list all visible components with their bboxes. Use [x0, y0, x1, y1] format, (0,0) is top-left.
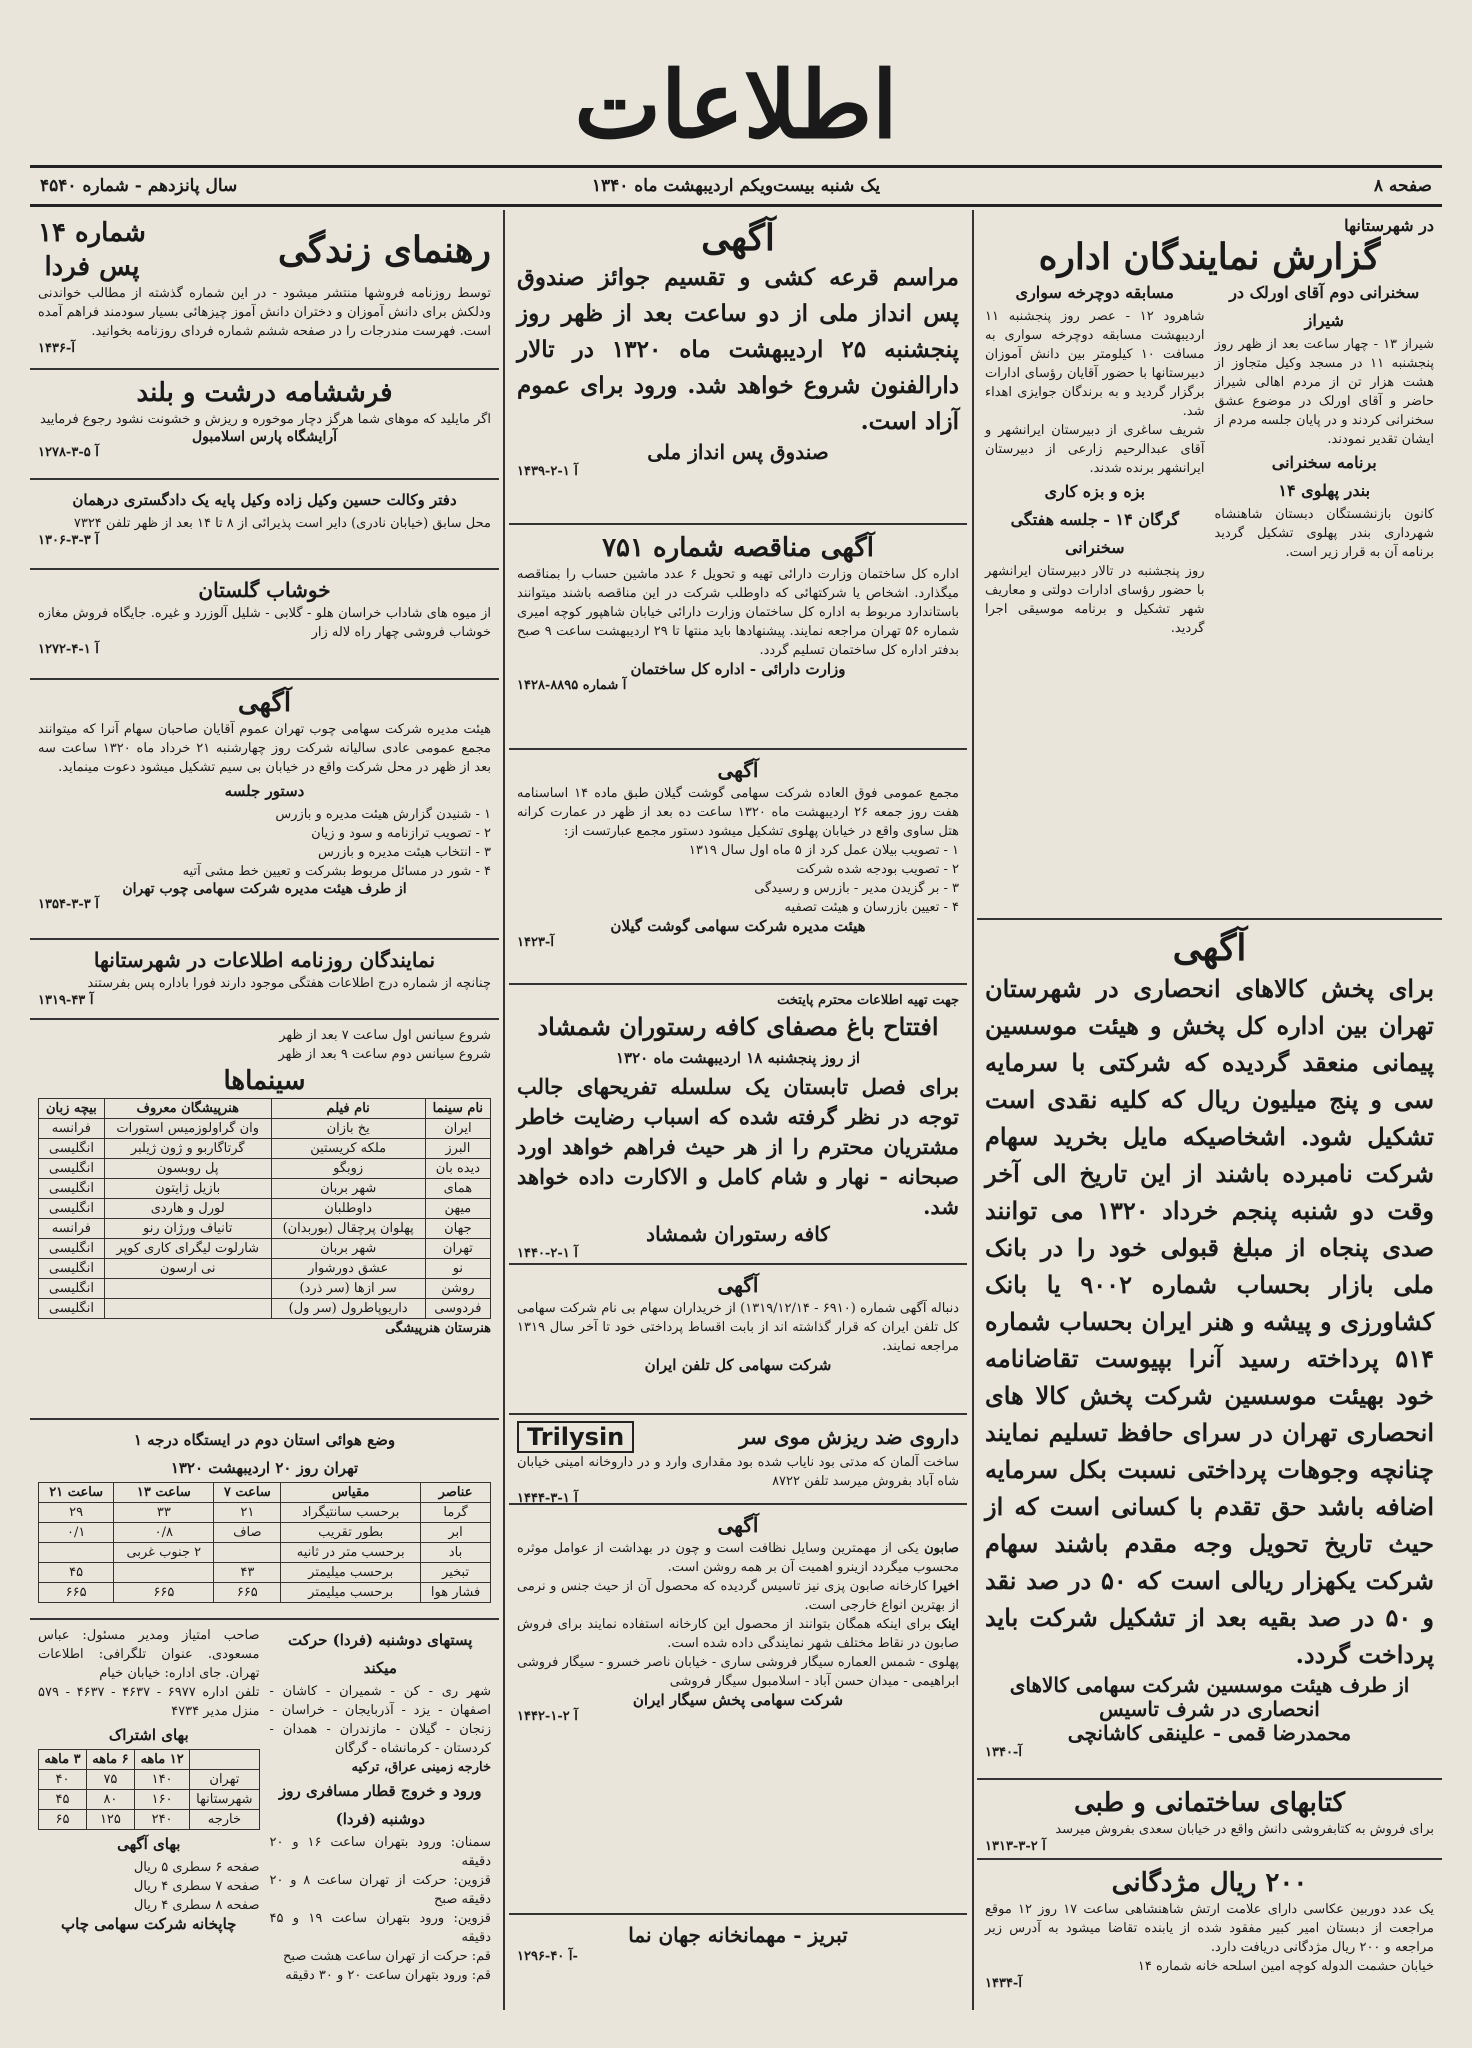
train-row: سمنان: ورود بتهران ساعت ۱۶ و ۲۰ دقیقه [269, 1835, 491, 1869]
cinema-row [39, 1259, 491, 1279]
ad-heading: آگهی [717, 758, 759, 782]
ad-signature: از طرف هیئت موسسین شرکت سهامی کالاهای انحصاری در شرف تاسیس [1009, 1673, 1410, 1721]
subscription-table-body [39, 1770, 260, 1830]
table-cell: سر ازها (سر ذرد) [271, 1279, 425, 1299]
ad-heading: آگهی [717, 1273, 759, 1297]
masthead: اطلاعات [574, 51, 898, 159]
printer: چاپخانه شرکت سهامی چاپ [61, 1915, 237, 1933]
middle-column [509, 210, 967, 2010]
column-divider [503, 210, 505, 2010]
table-cell: ۰/۱ [39, 1523, 114, 1543]
reps-code: ۱۳۱۹-آ ۴۳ [38, 993, 94, 1008]
meat-company-ad [509, 750, 967, 985]
lawyer-text: محل سابق (خیابان نادری) دایر است پذیرائی از ۸ تا ۱۴ بعد از ظهر تلفن ۷۳۲۴ [73, 516, 491, 531]
ad-text: مجمع عمومی فوق العاده شرکت سهامی گوشت گیلان طبق ماده ۱۴ اساسنامه هفت روز جمعه ۲۶ اردیبهشت ماه ۱۳۲۰ ساعت ده بعد از ظهر در عمارت کرانه هتل ساوی واقع در خیابان پهلوی تشکیل میشود دستور مجمع عبارتست از: [517, 786, 959, 839]
lawyer-ad [30, 480, 499, 570]
ad-code: ۱۳۴۰-آ [985, 1745, 1022, 1760]
ad-rate-heading: بهای آگهی [117, 1835, 181, 1853]
table-cell: نی ارسون [104, 1259, 271, 1279]
khoshab-ad [30, 570, 499, 680]
reward-address: خیابان حشمت الدوله کوچه امین اسلحه خانه شماره ۱۴ [1137, 1959, 1434, 1974]
subscription-row [39, 1770, 260, 1790]
books-heading: کتابهای ساختمانی و طبی [1073, 1788, 1346, 1818]
table-cell: صاف [214, 1523, 281, 1543]
akhira-text: کارخانه صابون پزی نیز تاسیس گردیده که محصول آن از حیث جنس و نرمی از بهترین انواع خارجی است. [517, 1579, 959, 1613]
weather-row [39, 1523, 491, 1543]
ad-code: ۱۴۲۳-آ [517, 935, 554, 950]
table-cell: برحسب سانتیگراد [281, 1503, 421, 1523]
column-header: ۱۲ ماهه [134, 1750, 189, 1770]
table-cell: البرز [425, 1139, 490, 1159]
subscription-heading: بهای اشتراک [108, 1726, 189, 1744]
post-foreign: خارجه زمینی عراق، ترکیه [351, 1760, 491, 1775]
cinema-row [39, 1279, 491, 1299]
column-header: ساعت ۱۳ [114, 1483, 214, 1503]
reports-section [977, 210, 1442, 920]
table-cell: برحسب میلیمتر [281, 1583, 421, 1603]
lawyer-heading: دفتر وکالت حسین وکیل زاده وکیل پایه یک دادگستری درهمان [72, 491, 457, 509]
ad-text: دنباله آگهی شماره (۶۹۱۰ - ۱۳۱۹/۱۲/۱۴) از خریداران سهام بی نام شرکت سهامی کل تلفن ایران که قرار گذاشته اند از بابت اقساط پرداختی خود تا آخر سال ۱۳۱۹ مراجعه نمایند. [517, 1301, 959, 1354]
telephone-ad [509, 1265, 967, 1415]
table-cell: ۶۶۵ [114, 1583, 214, 1603]
cinema-table [38, 1098, 491, 1319]
cinema-row [39, 1159, 491, 1179]
cycle-text: شاهرود ۱۲ - عصر روز پنجشنبه ۱۱ اردیبهشت مسابقه دوچرخه سواری به مسافت ۱۰ کیلومتر بین دانش آموزان دبیرستانها با حضور آقایان رؤسای ادارات برگزار گردید و به برندگان جوایزی اهداء شد. [985, 309, 1205, 419]
column-header: نام سینما [425, 1099, 490, 1119]
shiraz-text: شیراز ۱۳ - چهار ساعت بعد از ظهر روز پنجشنبه ۱۱ در مسجد وکیل متجاوز از هشت هزار تن از مردم اهالی شیراز حاضر و آقای اورلک در موضوع عشق سخنرانی کردند و در پایان جلسه مردم از ایشان تقدیر نمودند. [1214, 337, 1434, 447]
guide-text: توسط روزنامه فروشها منتشر میشود - در این شماره گذشته از مطالب خواندنی ودلکش برای دانش آموزان و دختران دانش آموز چیزهائی بسیار سودمند فراهم آمده است. فهرست مندرجات را در صفحه ششم شماره فردای روزنامه بخوانید. [38, 286, 491, 339]
agenda-item: ۳ - انتخاب هیئت مدیره و بازرس [317, 845, 491, 860]
guide-heading: رهنمای زندگی [277, 229, 491, 271]
table-cell: ۴۰ [39, 1770, 87, 1790]
gorgan-heading: گرگان ۱۴ - جلسه هفتگی سخنرانی [1010, 510, 1179, 557]
ad-signature: از طرف هیئت مدیره شرکت سهامی چوب تهران [122, 881, 407, 897]
table-cell: گرما [421, 1503, 491, 1523]
hair-heading: فرششامه درشت و بلند [136, 378, 393, 408]
teacher-text: شریف ساغری از دبیرستان ایرانشهر و آقای عبدالرحیم زارعی از دبیرستان ایرانشهر برنده شدند. [985, 423, 1205, 476]
weather-row [39, 1503, 491, 1523]
subscription-table [38, 1749, 260, 1830]
wood-company-ad [30, 680, 499, 940]
bandar-heading: بندر پهلوی ۱۴ [1278, 481, 1371, 500]
cafe-code: ۱۴۴۰-آ ۱-۲ [517, 1246, 578, 1261]
table-cell: جهان [425, 1219, 490, 1239]
table-cell: میهن [425, 1199, 490, 1219]
issue-number: سال پانزدهم - شماره ۴۵۴۰ [40, 176, 238, 196]
table-cell: ۴۳ [214, 1563, 281, 1583]
trilysin-text: ساخت آلمان که مدتی بود نایاب شده بود مقداری وارد و در داروخانه امینی خیابان شاه آباد بفروش میرسد تلفن ۸۷۲۲ [517, 1455, 959, 1489]
cafe-ad [509, 985, 967, 1265]
cinema-time: شروع سیانس دوم ساعت ۹ بعد از ظهر [278, 1047, 491, 1062]
table-cell: ۴۵ [39, 1563, 114, 1583]
weather-table [38, 1482, 491, 1603]
agenda-item: ۴ - شور در مسائل مربوط بشرکت و تعیین خط مشی آتیه [182, 864, 491, 879]
trilysin-code: ۱۴۴۴-آ ۱-۳ [517, 1491, 578, 1505]
table-cell: انگلیسی [39, 1159, 105, 1179]
train-row: قزوین: ورود بتهران ساعت ۱۹ و ۴۵ دقیقه [269, 1911, 492, 1945]
column-header: نام فیلم [271, 1099, 425, 1119]
issue-date: یک شنبه بیست‌ویکم اردیبهشت ماه ۱۳۴۰ [591, 176, 881, 196]
tender-signature: وزارت دارائی - اداره کل ساختمان [630, 660, 846, 678]
subscription-row [39, 1790, 260, 1810]
cafe-subheading: از روز پنجشنبه ۱۸ اردیبهشت ماه ۱۳۲۰ [616, 1049, 860, 1067]
reps-heading: نمایندگان روزنامه اطلاعات در شهرستانها [93, 948, 436, 972]
column-header: ساعت ۷ [214, 1483, 281, 1503]
page-number: صفحه ۸ [1373, 176, 1432, 196]
ad-signature: شرکت سهامی پخش سیگار ایران [632, 1691, 844, 1709]
cinema-row [39, 1199, 491, 1219]
column-header: عناصر [421, 1483, 491, 1503]
soap-text: یکی از مهمترین وسایل نظافت است و چون در بهداشت از عوامل موثره محسوب میگردد ازینرو اهمیت آن بر همه روشن است. [517, 1541, 959, 1575]
table-cell: پهلوان پرچقال (بوربدان) [271, 1219, 425, 1239]
table-cell: شهر بربان [271, 1239, 425, 1259]
reward-code: ۱۴۳۴-آ [985, 1976, 1022, 1991]
table-cell: انگلیسی [39, 1139, 105, 1159]
ad-heading: آگهی [237, 688, 292, 718]
table-cell: تبخیر [421, 1563, 491, 1583]
akhira-label: اخیرا [932, 1579, 959, 1594]
table-cell: نو [425, 1259, 490, 1279]
column-header: بیچه زبان [39, 1099, 105, 1119]
table-cell [104, 1279, 271, 1299]
tender-text: اداره کل ساختمان وزارت دارائی تهیه و تحویل ۶ عدد ماشین حساب را بمناقصه میگذارد. اشخاص یا شرکتهائی که داوطلب شرکت در این مناقصه باشند میتوانند باستاندارد مربوط به اداره کل ساختمان وزارت دارائی خیابان شاهپور کوچه امیری شماره ۵۶ تهران مراجعه نمایند. پیشنهادها باید منتها تا ۲۹ اردیبهشت ساعت ۹ صبح بدفتر اداره کل ساختمان تسلیم گردد. [517, 567, 959, 658]
post-text: شهر ری - کن - شمیران - کاشان - اصفهان - یزد - آذربایجان - خراسان - زنجان - گیلان - مازندران - همدان - کردستان - کرمانشاه - گرگان [269, 1684, 491, 1756]
ad-signature: صندوق پس انداز ملی [647, 440, 829, 464]
cinema-note: هنرستان هنرپیشگی [385, 1321, 491, 1336]
khoshab-text: از میوه های شاداب خراسان هلو - گلابی - شلیل آلوزرد و غیره. جایگاه فروش مغازه خوشاب فروشی چهار راه لاله زار [38, 606, 491, 640]
ad-rate: صفحه ۸ سطری ۴ ریال [133, 1898, 260, 1913]
agenda-item: ۱ - تصویب بیلان عمل کرد از ۵ ماه اول سال ۱۳۱۹ [688, 843, 959, 858]
books-code: ۱۳۱۳-آ ۲-۳ [985, 1839, 1046, 1854]
table-cell: ۴۵ [39, 1790, 87, 1810]
column-header: ۳ ماهه [39, 1750, 87, 1770]
right-column [977, 210, 1442, 2010]
table-cell: انگلیسی [39, 1199, 105, 1219]
agenda-item: ۳ - بر گزیدن مدیر - بازرس و رسیدگی [754, 881, 959, 896]
cinema-table-body [39, 1119, 491, 1319]
hair-code: ۱۲۷۸-آ ۵-۳ [38, 445, 99, 460]
agenda-item: ۱ - شنیدن گزارش هیئت مدیره و بازرس [275, 807, 491, 822]
train-row: قزوین: حرکت از تهران ساعت ۸ و ۲۰ دقیقه صبح [269, 1873, 492, 1907]
table-cell: شهرستانها [190, 1790, 259, 1810]
gorgan-text: روز پنجشنبه در تالار دبیرستان ایرانشهر با حضور رؤسای ادارات دولتی و معاریف شهر تشکیل و برنامه موسیقی اجرا گردید. [985, 564, 1205, 636]
table-cell: فشار هوا [421, 1583, 491, 1603]
cycle-heading: مسابقه دوچرخه سواری [1015, 283, 1174, 302]
shops-list: پهلوی - شمس العماره سیگار فروشی ساری - خیابان ناصر خسرو - سیگار فروشی ابراهیمی - میدان حسن آباد - اسلامبول سیگار فروشی [517, 1655, 959, 1689]
column-header: مقیاس [281, 1483, 421, 1503]
table-cell: عشق دورشوار [271, 1259, 425, 1279]
ad-rate: صفحه ۷ سطری ۴ ریال [133, 1879, 260, 1894]
hair-text: اگر مایلید که موهای شما هرگز دچار موخوره و ریزش و خشونت نشود رجوع فرمایید [39, 412, 491, 427]
table-cell: خارجه [190, 1810, 259, 1830]
table-cell: لورل و هاردی [104, 1199, 271, 1219]
ad-heading: آگهی [1172, 927, 1247, 969]
table-cell: ۰/۸ [114, 1523, 214, 1543]
khoshab-code: ۱۲۷۲-آ ۱-۴ [38, 642, 99, 657]
ad-signature: شرکت سهامی کل تلفن ایران [644, 1356, 832, 1374]
dateline [30, 165, 1442, 207]
table-cell: برحسب متر در ثانیه [281, 1543, 421, 1563]
post-heading: پستهای دوشنبه (فردا) حرکت میکند [288, 1631, 473, 1677]
agenda-heading: دستور جلسه [224, 782, 305, 800]
table-cell: پل روبسون [104, 1159, 271, 1179]
table-cell: وان گراولوزمیس استورات [104, 1119, 271, 1139]
ad-heading: آگهی [701, 217, 775, 259]
agenda-item: ۲ - تصویب ترازنامه و سود و زیان [311, 826, 491, 841]
reps-text: چنانچه از شماره درج اطلاعات هفتگی موجود دارند فورا باداره پس بفرستند [87, 976, 491, 991]
inak-label: اینک [936, 1617, 959, 1632]
column-header: ۶ ماهه [86, 1750, 134, 1770]
reward-heading: ۲۰۰ ریال مژدگانی [1111, 1868, 1308, 1898]
table-cell: بازیل ژایتون [104, 1179, 271, 1199]
table-cell: ۱۶۰ [134, 1790, 189, 1810]
guide-subheading: پس فردا [44, 252, 140, 282]
books-ad [977, 1780, 1442, 1860]
shiraz-heading: سخنرانی دوم آقای اورلک در شیراز [1229, 283, 1420, 330]
table-cell: برحسب میلیمتر [281, 1563, 421, 1583]
cinema-row [39, 1219, 491, 1239]
table-cell: ۲۹ [39, 1503, 114, 1523]
bazzi-heading: بزه و بزه کاری [1044, 482, 1145, 501]
weather-heading: وضع هوائی استان دوم در ایستگاه درجه ۱ [133, 1431, 396, 1449]
table-cell: ۱۲۵ [86, 1810, 134, 1830]
table-cell: انگلیسی [39, 1179, 105, 1199]
table-cell: ۲۱ [214, 1503, 281, 1523]
ad-code: ۱۴۴۲-آ ۲-۱ [517, 1709, 578, 1724]
program-heading: برنامه سخنرانی [1271, 453, 1377, 472]
weather-row [39, 1563, 491, 1583]
table-cell: بطور تقریب [281, 1523, 421, 1543]
bandar-text: کانون بازنشستگان دبستان شاهنشاه شهرداری بندر پهلوی تشکیل گردید برنامه آن به قرار زیر است. [1214, 507, 1434, 560]
table-cell: ۲۴۰ [134, 1810, 189, 1830]
soap-label: صابون [924, 1541, 959, 1556]
table-cell [114, 1563, 214, 1583]
cinema-row [39, 1299, 491, 1319]
soap-ad [509, 1505, 967, 1915]
guide-ad [30, 210, 499, 370]
table-cell: انگلیسی [39, 1279, 105, 1299]
table-cell [104, 1299, 271, 1319]
table-cell: تهران [425, 1239, 490, 1259]
table-cell: ۶۵ [39, 1810, 87, 1830]
table-cell: گرتاگاربو و ژون ژیلبر [104, 1139, 271, 1159]
cinema-row [39, 1119, 491, 1139]
tabriz-ad [509, 1915, 967, 1995]
table-cell: انگلیسی [39, 1239, 105, 1259]
column-header: ساعت ۲۱ [39, 1483, 114, 1503]
subscription-row [39, 1810, 260, 1830]
table-cell: ابر [421, 1523, 491, 1543]
owner-text: صاحب امتیاز ومدیر مسئول: عباس مسعودی. عنوان تلگرافی: اطلاعات تهران. جای اداره: خیابان خیام [38, 1628, 260, 1681]
phone-text: تلفن اداره ۶۹۷۷ - ۴۶۳۷ - ۴۶۳۷ - ۵۷۹ منزل مدیر ۴۷۳۴ [38, 1685, 260, 1719]
table-cell: ایران [425, 1119, 490, 1139]
cafe-heading: افتتاح باغ مصفای کافه رستوران شمشاد [537, 1012, 939, 1041]
column-divider [972, 210, 974, 2010]
weather-row [39, 1583, 491, 1603]
ad-heading: آگهی [717, 1513, 759, 1537]
table-cell: داریوپاطرول (سر ول) [271, 1299, 425, 1319]
ad-code: ۱۳۵۴-آ ۳-۳ [38, 897, 99, 912]
table-cell: تانیاف ورژان رنو [104, 1219, 271, 1239]
reward-ad [977, 1860, 1442, 2010]
tender-ad [509, 525, 967, 750]
table-cell: ۳۳ [114, 1503, 214, 1523]
cinema-row [39, 1179, 491, 1199]
table-cell: ۶۶۵ [39, 1583, 114, 1603]
column-header: هنرپیشگان معروف [104, 1099, 271, 1119]
table-cell: فردوسی [425, 1299, 490, 1319]
table-cell: ۶۶۵ [214, 1583, 281, 1603]
newspaper-page [30, 30, 1442, 2020]
table-cell: انگلیسی [39, 1259, 105, 1279]
tender-code: ۱۴۲۸-آ شماره ۸۸۹۵ [517, 678, 627, 693]
hair-shop: آرایشگاه پارس اسلامبول [191, 429, 338, 445]
cafe-signature: کافه رستوران شمشاد [646, 1222, 830, 1246]
train-row: قم: حرکت از تهران ساعت هشت صبح [283, 1949, 491, 1964]
hair-ad [30, 370, 499, 480]
table-cell: داوطلبان [271, 1199, 425, 1219]
khoshab-heading: خوشاب گلستان [198, 578, 331, 602]
trilysin-logo: Trilysin [517, 1421, 634, 1453]
weather-row [39, 1543, 491, 1563]
ad-names: محمدرضا قمی - علینقی کاشانچی [1067, 1721, 1352, 1745]
table-cell: انگلیسی [39, 1299, 105, 1319]
column-header [190, 1750, 259, 1770]
reps-notice [30, 940, 499, 1020]
ad-rate: صفحه ۶ سطری ۵ ریال [133, 1860, 260, 1875]
savings-ad [509, 210, 967, 525]
trilysin-ad [509, 1415, 967, 1505]
table-cell: ملکه کریستین [271, 1139, 425, 1159]
monopoly-ad [977, 920, 1442, 1780]
table-cell [214, 1543, 281, 1563]
agenda-item: ۲ - تصویب بودجه شده شرکت [796, 862, 959, 877]
table-cell: شهر بربان [271, 1179, 425, 1199]
table-cell: ۱۴۰ [134, 1770, 189, 1790]
table-cell: فرانسه [39, 1219, 105, 1239]
cinema-heading: سینماها [223, 1066, 306, 1096]
train-heading: ورود و خروج قطار مسافری روز دوشنبه (فردا) [279, 1782, 482, 1828]
table-cell: ۷۵ [86, 1770, 134, 1790]
books-text: برای فروش به کتابفروشی دانش واقع در خیابان سعدی بفروش میرسد [1055, 1822, 1434, 1837]
guide-number: شماره ۱۴ [38, 218, 146, 248]
agenda-item: ۴ - تعیین بازرسان و هیئت تصفیه [784, 900, 959, 915]
ad-signature: هیئت مدیره شرکت سهامی گوشت گیلان [610, 917, 866, 935]
cafe-top: جهت تهیه اطلاعات محترم پایتخت [777, 993, 959, 1008]
lawyer-code: ۱۳۰۶-آ ۳-۳ [38, 533, 99, 548]
cinema-row [39, 1239, 491, 1259]
inak-text: برای اینکه همگان بتوانند از محصول این کارخانه استفاده نمایند برای فروش صابون در نقاط مختلف شهر نمایندگی داده شده است. [517, 1617, 959, 1651]
ad-text: برای پخش کالاهای انحصاری در شهرستان تهران بین اداره کل پخش و هیئت موسسین پیمانی منعقد گردیده که شرکتی با سرمایه سی و پنج میلیون ریال که کلیه نقدی است تشکیل شود. اشخاصیکه مایل بخرید سهام شرکت نامبرده باشند از این تاریخ الی آخر وقت دو شنبه پنجم خرداد ۱۳۲۰ می توانند صدی پنجاه از مبلغ قبولی خود را در بانک ملی بازار بحساب شماره ۹۰۰۲ یا بانک کشاورزی و پیشه و هنر ایران بحساب شماره ۵۱۴ پرداخته رسید آنرا بپیوست تقاضانامه خود بهیئت موسسین شرکت پخش کالا های انحصاری تهران در سرای حافظ تسلیم نمایند چنانچه وجوهات پرداختی نسبت بکل سرمایه اضافه باشد حق تقدم با کسانی است که از حیث تاریخ تحویل وجه مقدم باشند سهام شرکت یکهزار ریالی است که ۵۰ در صد نقد و ۵۰ در صد بقیه بعد از تشکیل شرکت باید پرداخت گردد. [985, 974, 1435, 1669]
table-cell: دیده بان [425, 1159, 490, 1179]
weather-table-body [39, 1503, 491, 1603]
tender-heading: آگهی مناقصه شماره ۷۵۱ [602, 533, 874, 563]
cinema-time: شروع سیانس اول ساعت ۷ بعد از ظهر [279, 1028, 491, 1043]
section-label: در شهرستانها [1344, 216, 1434, 235]
table-cell: فرانسه [39, 1119, 105, 1139]
weather-section [30, 1420, 499, 1620]
table-cell: همای [425, 1179, 490, 1199]
cafe-text: برای فصل تابستان یک سلسله تفریحهای جالب توجه در نظر گرفته شده که اسباب رضایت خاطر مشتریان محترم را از هر حیث فراهم خواهد اورد صبحانه - نهار و شام کامل و الاکارت داده خواهد شد. [517, 1074, 959, 1219]
table-cell: زوبگو [271, 1159, 425, 1179]
table-cell: شارلوت لیگرای کاری کوپر [104, 1239, 271, 1259]
table-cell: یخ بازان [271, 1119, 425, 1139]
table-cell: ۲ جنوب غربی [114, 1543, 214, 1563]
left-column [30, 210, 499, 2010]
cinema-section [30, 1020, 499, 1420]
tabriz-text: تبریز - مهمانخانه جهان نما [628, 1923, 848, 1947]
ad-text: هیئت مدیره شرکت سهامی چوب تهران عموم آقایان صاحبان سهام آنرا که میتوانند مجمع عمومی عادی سالیانه شرکت روز چهارشنبه ۲۱ خرداد ماه ۱۳۲۰ ساعت سه بعد از ظهر در محل شرکت واقع در خیابان بی سیم تشکیل میشود دعوت مینماید. [38, 722, 491, 775]
ad-code: ۱۴۳۹-آ ۱-۲ [517, 464, 578, 479]
reports-title: گزارش نمایندگان اداره [1038, 236, 1381, 278]
table-cell [39, 1543, 114, 1563]
weather-subheading: تهران روز ۲۰ اردیبهشت ۱۳۲۰ [170, 1459, 359, 1477]
table-cell: ۸۰ [86, 1790, 134, 1810]
tabriz-code: ۱۲۹۶-آ ۴۰- [517, 1949, 578, 1964]
cinema-row [39, 1139, 491, 1159]
table-cell: روشن [425, 1279, 490, 1299]
reward-text: یک عدد دوربین عکاسی دارای علامت ارتش شاهنشاهی ساعت ۱۷ روز ۱۲ موقع مراجعت از دبستان امیر کبیر مفقود شده از یابنده تقاضا میشود به آدرس زیر مراجعه و ۲۰۰ ریال مژدگانی دریافت دارد. [985, 1902, 1434, 1955]
guide-code: ۱۴۳۶-آ [38, 341, 75, 356]
table-cell: باد [421, 1543, 491, 1563]
train-row: قم: ورود بتهران ساعت ۲۰ و ۳۰ دقیقه [285, 1968, 491, 1983]
trilysin-heading: داروی ضد ریزش موی سر [739, 1425, 959, 1449]
ad-text: مراسم قرعه کشی و تقسیم جوائز صندوق پس انداز ملی از دو ساعت بعد از ظهر روز پنجشنبه ۲۵ اردیبهشت ماه ۱۳۲۰ در تالار دارالفنون شروع خواهد شد. ورود برای عموم آزاد است. [517, 264, 960, 435]
table-cell: تهران [190, 1770, 259, 1790]
